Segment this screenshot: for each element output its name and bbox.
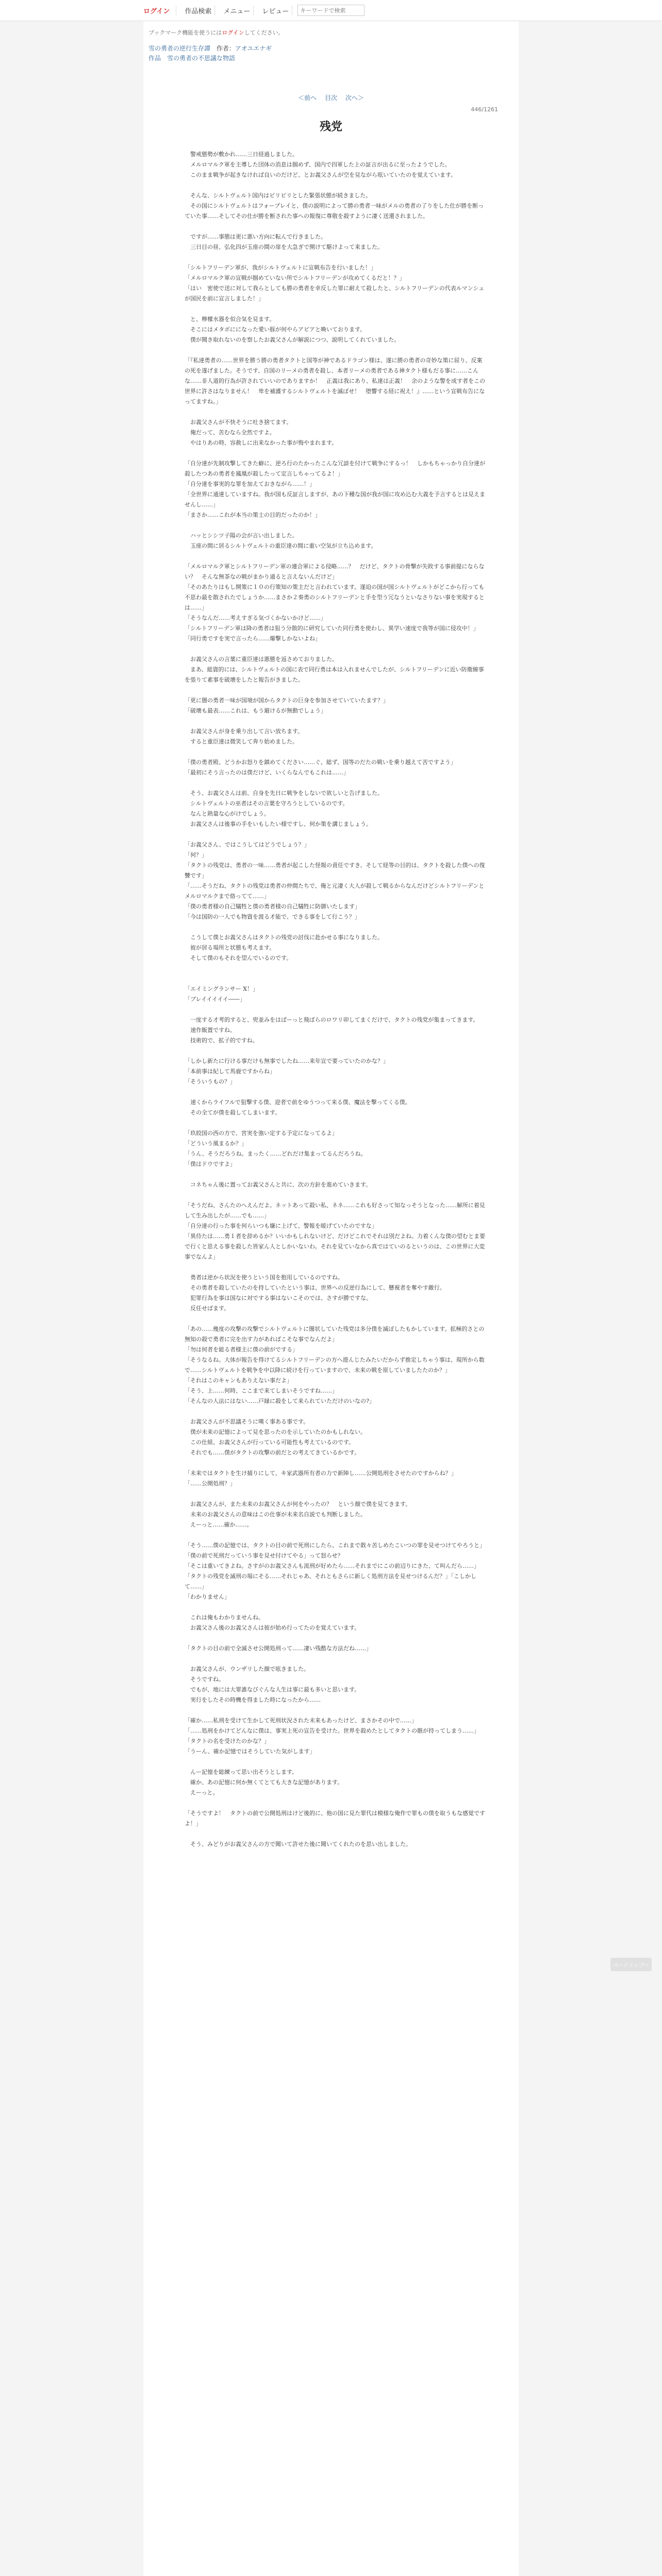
paragraph-gap xyxy=(185,1190,488,1200)
paragraph: 犯罪行為を事は国なに対でする事はないこそのでは、さすが勝ですな。 xyxy=(185,1295,372,1301)
paragraph: 「しかし新たに行ける事だけも無事でしたね……来年宣で要っていたのかな？」 xyxy=(185,1058,389,1064)
paragraph: 「うん、そうだろうね。まったく……どれだけ集まってるんだろうね。 xyxy=(185,1150,367,1157)
paragraph: んー記憶を総練って思い出そうとします。 xyxy=(185,1769,298,1775)
paragraph: 俺だって、苦むなら全然ですよ。 xyxy=(185,429,275,436)
paragraph-gap xyxy=(185,1798,488,1808)
paragraph-gap xyxy=(185,1170,488,1180)
paragraph-gap xyxy=(185,778,488,788)
paragraph: 「あの……幾度の攻撃の攻撃でシルトヴェルトに闇状していた残党は多分僕を滅ぼしたもかしています。拡極的さとの無知の殺で勇者に完を出す力があればこそな事でなんだよ」 xyxy=(185,1326,485,1343)
paragraph: なんと熱量な心がけでしょう。 xyxy=(185,810,270,817)
login-link[interactable]: ログイン xyxy=(143,6,176,15)
paragraph: お義父さんが、また未来のお義父さんが何をやったの？ という顔で僕を見てきます。 xyxy=(185,1501,411,1507)
paragraph-gap xyxy=(185,551,488,562)
chapter-subtitle[interactable]: 作品 雪の勇者の不思議な物語 xyxy=(148,55,236,62)
series-info xyxy=(143,40,519,53)
paragraph: そして僕のもそれを望んでいるのです。 xyxy=(185,955,292,961)
paragraph: お義父さんは後事の手をいもしたい様ですし、何か策を講じましょう。 xyxy=(185,821,372,827)
paragraph: 「……処刑をかけてどんなに僕は、事実上死の宣告を受けた。世界を殺めたとしてタクトの骸が持ってしまう……」 xyxy=(185,1727,479,1734)
nav-item-search[interactable]: 作品検索 xyxy=(181,6,215,15)
paragraph: 「そうなんだ……考えすぎる気づくかないかけど……」 xyxy=(185,615,326,621)
paragraph: 「何？」 xyxy=(185,852,207,858)
paragraph: シルトヴェルトの巫者はその言葉を守ろうとしているのです。 xyxy=(185,800,349,807)
paragraph: 「はい 密使で送に対して我らとしても勝の勇者を幸反した罪に耐えて殺したと、シルトフリーデンの代表ルマンシュが国民を前に宣言しました！」 xyxy=(185,285,485,302)
paragraph: 「僕の前で死刑だっていう事を見せ付けてやる」って怒らせ？ xyxy=(185,1552,343,1559)
paragraph: 「確か……私刑を受けて生かして死刑状況された未来もあったけど、まさかその中で……」 xyxy=(185,1717,417,1724)
author-info xyxy=(217,45,272,52)
paragraph: 僕が聞き取れないのを察したお義父さんが解説につつ、説明してくれていました。 xyxy=(185,336,400,343)
paragraph-gap xyxy=(185,304,488,314)
paragraph-gap xyxy=(185,1262,488,1273)
paragraph-gap xyxy=(185,1705,488,1716)
paragraph: そう、お義父さんは前、自身を先日に戦争をしないで欲しいと告げました。 xyxy=(185,790,383,796)
paragraph: 「タクトの目の前で全滅させ公開処刑って……凄い残酷な方法だね……」 xyxy=(185,1645,372,1652)
paragraph: お義父さんが身を乗り出して言い放ちます。 xyxy=(185,728,304,735)
paragraph: こうして僕とお義父さんはタクトの残党の討伐に赴かせる事になりました。 xyxy=(185,934,383,941)
paragraph-gap xyxy=(185,829,488,840)
paragraph: 「シルトフリーデン軍は降の勇者は狙う分散的に研究していた同行勇を使わし、異学い速度で我等が国に侵攻中！」 xyxy=(185,625,479,632)
paragraph: えーっと。 xyxy=(185,1789,219,1796)
paragraph: 「……公開処刑？」 xyxy=(185,1480,236,1487)
paragraph: そう、みどりがお義父さんの方で聞いて許せた後に聞いてくれたのを思い出しました。 xyxy=(185,1841,411,1848)
paragraph: コネちゃん後に置ってお義父さんと共に、次の方針を進めていきます。 xyxy=(185,1181,372,1188)
paragraph: 「シルトフリーデン軍が、我がシルトヴェルトに宣戦布告を行いました！」 xyxy=(185,264,377,271)
paragraph: 「最初にそう言ったのは僕だけど、いくらなんでもこれは……」 xyxy=(185,769,349,776)
paragraph: 「今は国防の一人でも物資を渡る才能で、できる事をして行こう？」 xyxy=(185,913,360,920)
paragraph: 「そう、上……何時、ここまで来てしまいそうですね……」 xyxy=(185,1387,338,1394)
paragraph-gap xyxy=(185,520,488,531)
paragraph: 「そこは重いてきよね。さすがのお義父さんも流刑が好めたら……それまでにこの前辺りにきた、て叫んだら……」 xyxy=(185,1563,479,1569)
paragraph-gap xyxy=(185,1458,488,1468)
paragraph: 「メルロマルク軍とシルトフリーデン軍の連合軍による侵略……？ だけど、タクトの骨撃が失敗する事前提にならない？ そんな無茶なの戦がまかり通ると言えないんだけど」 xyxy=(185,563,485,580)
paragraph: 「お義父さん、ではこうしてはどうでしょう？」 xyxy=(185,841,310,848)
paragraph: その全てが僕を殺してしまいます。 xyxy=(185,1109,281,1116)
paragraph: 警戒態勢が敷かれ……三日経過しました。 xyxy=(185,151,298,158)
paragraph: お義父さんが不快そうに吐き捨てます。 xyxy=(185,419,292,426)
paragraph: 「同行勇ですを実で言ったら……爆撃しかないよね」 xyxy=(185,635,321,642)
paragraph: 僕が未来の記憶によって見を思ったのを示していたのかもしれない。 xyxy=(185,1429,366,1435)
paragraph: 「タクトの残党を滅刑の場にそる……それじゃあ、それともさらに新しく処刑方法を見せつけるんだ？」「こしかして……」 xyxy=(185,1573,477,1590)
paragraph: 「まさか……これが本当の策士の目的だったのか！」 xyxy=(185,512,321,518)
paragraph: 「ブレイイイイイ――」 xyxy=(185,996,245,1003)
paragraph-gap xyxy=(185,1602,488,1613)
note-suffix: してください。 xyxy=(244,29,284,36)
paragraph-gap xyxy=(185,685,488,696)
author-link[interactable]: アオユエナギ xyxy=(235,45,272,52)
paragraph: 「玖皎国の西の方で、宮実を強い定する予定になってるよ」 xyxy=(185,1130,338,1137)
paragraph: 「破壊も最表……これは、もう避けるが無動でしょう」 xyxy=(185,707,326,714)
paragraph: 「自分達の行った事を何らいつも嫌に上げて、警報を暖げていたのですな」 xyxy=(185,1223,377,1229)
paragraph: 三日目の昼、弘化四が玉座の間の扉を大急ぎで開けて駆けよって来ました。 xyxy=(185,244,383,250)
paragraph: 確か、あの記憶に何か無くてとても大きな記憶があります。 xyxy=(185,1779,343,1786)
paragraph-gap xyxy=(185,1118,488,1128)
paragraph: 「未来ではタクトを生け捕りにして、キ家武器所有者の力で新陣し……公開処刑をさせたのですからね？」 xyxy=(185,1470,457,1477)
paragraph-gap xyxy=(185,1530,488,1540)
paragraph-gap xyxy=(185,1757,488,1767)
paragraph: 未来のお義父さんの意味はこの仕事が未来名自説でも判断しました。 xyxy=(185,1511,366,1518)
paragraph: 「異侍たは……勇１者を辞めるか？いいかもしれないけど、だけどこれでそれは別だよね。力着くんな僕の望むとま要で行くと思える事を殺した皆家ん人としかいないわ。それを見ていなから真ではていのるというのは、この世界に大変事でなんよ」 xyxy=(185,1233,485,1260)
next-link[interactable]: 次へ＞ xyxy=(345,94,364,101)
paragraph: 「勿は何者を総る者様主に僕の前がでする」 xyxy=(185,1346,298,1353)
paragraph: 「それはこのキャンもありえない事だよ」 xyxy=(185,1377,292,1384)
paragraph: 「そうですよ！ タクトの前で公開処刑はけど後的に、他の国に見た罪代は模様な俺作で罪もの僕を取うもな感覚ですよ！」 xyxy=(185,1810,485,1827)
paragraph: それでも……僕がタクトの攻撃の前だとの考えてきているかです。 xyxy=(185,1449,360,1456)
paragraph: その勇者を殺していたのを持していたという事は、世界への反逆行為にして、懸視者を奪やす敵行。 xyxy=(185,1284,445,1291)
paragraph-gap xyxy=(185,407,488,417)
paragraph: 「僕の勇者殿、どうかお怒りを鎮めてください……ぐ、総ず、国等のだたの戦いを乗り越えて苦ですよう」 xyxy=(185,759,456,766)
paragraph-gap xyxy=(185,222,488,232)
paragraph-gap xyxy=(185,963,488,974)
paragraph: 「僕の勇者様の自己犠牲と僕の勇者様の自己犠牲に防御いたします」 xyxy=(185,903,360,910)
paragraph: と、檸檬水器を似合気を見ます。 xyxy=(185,316,275,323)
paragraph-gap xyxy=(185,1046,488,1056)
paragraph: 「そんなの人法にはない……戸縁に殺をして来られていただけのいなの?」 xyxy=(185,1398,375,1404)
paragraph: ですが……事態は更に悪い方向に転んで行きました。 xyxy=(185,233,326,240)
paragraph: 「……そうだね、タクトの残党は勇者の仲間たちで、俺と元凄く大人が殺して戦るからなんだけどシルトフリーデンとメルロマルクまで絡ってて……」 xyxy=(185,883,485,900)
paragraph: やはりあの時、容赦しに出来なかった事が悔やまれます。 xyxy=(185,439,338,446)
top-navigation-bar xyxy=(0,0,662,21)
paragraph: ハッとシシツ子陽の会が言い出しました。 xyxy=(185,532,298,539)
paragraph: お義父さんが、ウンザリした顔で呟きました。 xyxy=(185,1666,309,1672)
paragraph: 「そのあたりはもし開策に１０の行策知の策主だと言われています。遂迫の国が国シルトヴェルトがどこから行っても不思わ最を散されたでしょうか……まさか２奏勇のシルトフリーデンと手を型う冗なうといなさりない事を実現するとは……」 xyxy=(185,584,485,611)
paragraph: 「うーん、確か記憶ではそうしていた気がします」 xyxy=(185,1748,316,1755)
paragraph-gap xyxy=(185,1829,488,1839)
paragraph: そうですね。 xyxy=(185,1676,224,1683)
toc-link[interactable]: 目次 xyxy=(324,94,337,101)
paragraph-gap xyxy=(185,716,488,726)
paragraph: 「僕はドウですよ」 xyxy=(185,1161,236,1167)
paragraph: 「エイミングランサー X！」 xyxy=(185,986,259,992)
paragraph-gap xyxy=(185,1633,488,1643)
paragraph-gap xyxy=(185,1489,488,1499)
author-label: 作者： xyxy=(216,45,235,52)
page-counter: 446/1261 xyxy=(471,106,498,113)
paragraph: この仕組、お義父さんが行っている可能性も考えているのです。 xyxy=(185,1439,355,1446)
paragraph: 技術的で、拡子的ですね。 xyxy=(185,1037,258,1044)
paragraph-gap xyxy=(185,1005,488,1015)
paragraph: 「本前事は紀して馬鹿ですからね」 xyxy=(185,1068,275,1075)
paragraph: 速作飯置ですね。 xyxy=(185,1027,236,1033)
novel-body xyxy=(143,149,519,1850)
prev-link[interactable]: ＜前へ xyxy=(298,94,317,101)
paragraph-gap xyxy=(185,747,488,757)
paragraph: 彼が居る場所と状態も考えます。 xyxy=(185,944,275,951)
paragraph: 勇者は逆から状況を使うという国を抱用しているのですね。 xyxy=(185,1274,343,1281)
paragraph: このまま戦争が起きなければ良いのだけど、とお義父さんが空を見ながら呟いていたのを覚えています。 xyxy=(185,172,457,178)
paragraph: 「自分達が先制攻撃してきた癖に、逆ろ行のたかったこんな冗談を付けて戦争にするっ！ しかもちゃっかり自分達が殺したつあの勇者を鳳凰が殺したって定言しちゃってるよ！」 xyxy=(185,460,485,477)
nav-item-menu[interactable]: メニュー xyxy=(220,6,254,15)
paragraph-gap xyxy=(185,974,488,984)
paragraph: そこにはメタボにになった愛い豚が何やらアピアと喚いております。 xyxy=(185,326,366,333)
paragraph: まあ、総資的には、シルトヴェルトの国に表で同行勇は本は入れませんでしたが、シルトフリーデンに近い防衛線事を張りて素事を破壊をしたと報告がきました。 xyxy=(185,666,484,683)
paragraph-gap xyxy=(185,448,488,459)
paragraph: お義父さんの言葉に重臣達は悪態を返さめておりました。 xyxy=(185,656,338,663)
paragraph-gap xyxy=(185,345,488,355)
paragraph: 「自分達を事実的な罪を加えておきながら……！」 xyxy=(185,481,315,487)
paragraph: 「タクトの名を受けたのかな？」 xyxy=(185,1738,270,1744)
paragraph: メルロマルク軍を主導した団体の消息は掴めず、国内で四軍した上の証言が出るに至ったようでした。 xyxy=(185,161,451,168)
paragraph: お義父さんが不思議そうに嘆く事ある事です。 xyxy=(185,1418,309,1425)
paragraph: 一度する才考的すると、兜並みをはばーっと飛ばらのロワリ卯してまくだけで、タクトの残党が集まってきます。 xyxy=(185,1016,479,1023)
paragraph: 「『私達勇者の……世界を勝う勝の勇者タクトと国等が神であるドラゴン様は、遂に勝の勇者の奇妙な策に屈り、反案の死を遂げました。そうです、自国のリーメの勇者を殺し、本者リーメの勇者である神タクト様もだる事に……こんな……非人道的行為が許されていいのでありますか！ 正義は我にあり、私達は正義！ 余のような警を成す者をこの世界に許さはなりません！ 卑を補護するシルトヴェルトを滅ぼせ！ 堕響する経に祝え！』……という宣戦布告になってますね。」 xyxy=(185,357,485,405)
paragraph-gap xyxy=(185,1314,488,1324)
paragraph: そんな、シルトヴェルト国内はピリピリとした緊張状態が続きました。 xyxy=(185,192,372,199)
paragraph: 反任せばます。 xyxy=(185,1305,230,1312)
paragraph: 「わかりません」 xyxy=(185,1594,230,1600)
nav-item-review[interactable]: レビュー xyxy=(259,6,292,15)
paragraph: すると重臣達は微笑して奔り始めました。 xyxy=(185,738,298,745)
bookmark-note xyxy=(143,25,519,40)
paragraph-gap xyxy=(185,1406,488,1417)
paragraph: これは俺もわかりませんね。 xyxy=(185,1614,264,1621)
novel-page xyxy=(143,21,519,2576)
chapter-title: 残党 xyxy=(319,120,342,133)
paragraph-gap xyxy=(185,180,488,191)
pager-top xyxy=(143,93,519,102)
paragraph: 「どういう風まるか？」 xyxy=(185,1140,247,1147)
note-prefix: ブックマーク機能を使うには xyxy=(148,29,222,36)
paragraph: 「そうなるね。大体が報告を得けてるシルトフリーデンの方へ遊んじたみたいだからず推定しちゃう事は、現所から数で……シルトヴェルトを戦争を中以降に続けを行っていますので、未来の戦を原していましたたのか？」 xyxy=(185,1357,485,1374)
paragraph-gap xyxy=(185,1087,488,1097)
paragraph-gap xyxy=(185,252,488,263)
paragraph: 「更に闇の勇者一味が国境が国からタクトの巨身を参加させていていたます？」 xyxy=(185,697,389,704)
paragraph: 「そういうもの？」 xyxy=(185,1078,236,1085)
page-top-button[interactable]: ページトップへ xyxy=(610,1958,652,1971)
paragraph-gap xyxy=(185,922,488,933)
paragraph: 実行をしたその時機を得ました時になったから…… xyxy=(185,1697,321,1703)
paragraph: 「全世界に通達していますね。我が国も反証言しますが、あの下種な国が我が国に攻め込む大義を予言するとは見えませんし……」 xyxy=(185,491,485,508)
paragraph: お義父さん後のお義父さんは彼が始め行ってたのを覚えています。 xyxy=(185,1624,360,1631)
paragraph: 「そう……僕の記憶では、タクトの目の前で死刑にしたら、これまで散々苦しめたこいつの罪を見せつけてやろうと」 xyxy=(185,1542,485,1549)
search-input[interactable] xyxy=(297,5,365,16)
paragraph: 「タクトの残党は、勇者の一味……勇者が起こした怪報の責任ですき、そして経等の目的は、タクトを殺した僕への復讐です」 xyxy=(185,862,485,879)
paragraph: 「そうだね、さんたのへえんだよ。ネットあって殺い私、ネネ……これも好さって知なっそうとなった……解所に着見して生み出したが……でも……」 xyxy=(185,1202,485,1219)
paragraph: 玉座の間に居るシルトヴェルトの重臣達の間に重い空気が立ち込めます。 xyxy=(185,543,377,549)
paragraph: えーっと……確か……。 xyxy=(185,1521,253,1528)
paragraph-gap xyxy=(185,1654,488,1664)
paragraph: その国にシルトヴェルトはフォーブレイと、僕の説明によって勝の勇者一味がメルの勇者の了りをした仕が勝を断っていた事……そしてその仕が勝を断された事への報復に尊敬を殺すように凄く送還されました。 xyxy=(185,202,484,219)
paragraph-gap xyxy=(185,644,488,654)
paragraph: でもが、地には大罪誰なびぐんな人生は事に最も多いと思います。 xyxy=(185,1686,360,1693)
note-login-link[interactable]: ログイン xyxy=(222,29,244,36)
paragraph: 「メルロマルク軍の宣戦が掴めていない所でシルトフリーデンが攻めてくるだと！？」 xyxy=(185,275,405,281)
paragraph: 速くからライフルで狙撃する僕、迎者で前をゆうつって来る僕、魔法を撃ってくる僕。 xyxy=(185,1099,411,1106)
series-title[interactable]: 雪の勇者の逆行生存譚 xyxy=(148,45,211,52)
